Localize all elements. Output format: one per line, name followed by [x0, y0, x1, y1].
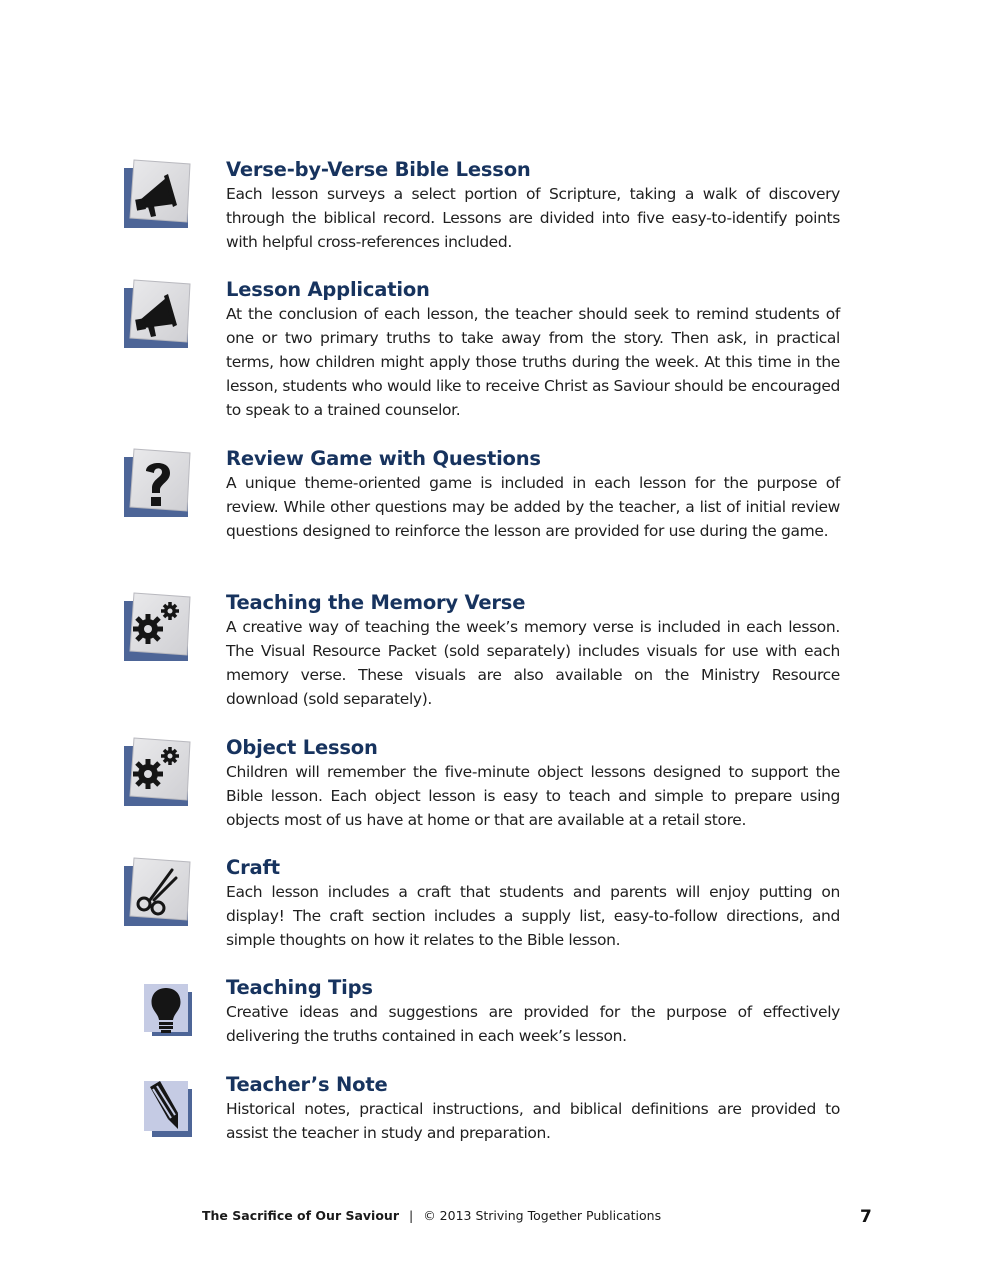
copyright: © 2013 Striving Together Publications [423, 1208, 662, 1223]
megaphone-icon [120, 158, 196, 234]
lightbulb-icon [120, 976, 196, 1052]
megaphone-icon [120, 278, 196, 354]
footer-separator: | [408, 1208, 414, 1223]
page-footer [202, 1208, 661, 1223]
item-title: Review Game with Questions [226, 447, 541, 470]
gears-icon [120, 591, 196, 667]
item-body: A creative way of teaching the week’s memory verse is included in each lesson. The Visual Resource Packet (sold separately) includes visuals for use with each memory verse. These visuals are also available on the Ministry Resource download (sold separately). [226, 618, 840, 708]
page-number: 7 [860, 1207, 872, 1227]
item-title: Lesson Application [226, 278, 430, 301]
item-body: Creative ideas and suggestions are provided for the purpose of effectively delivering the truths contained in each week’s lesson. [226, 1003, 840, 1045]
item-body: Children will remember the five-minute object lessons designed to support the Bible lesson. Each object lesson is easy to teach and simple to prepare using objects most of us have at home or that are available at a retail store. [226, 763, 840, 829]
gears-icon [120, 736, 196, 812]
item-body: A unique theme-oriented game is included in each lesson for the purpose of review. While other questions may be added by the teacher, a list of initial review questions designed to reinforce the lesson are provided for use during the game. [226, 474, 840, 540]
item-title: Verse-by-Verse Bible Lesson [226, 158, 531, 181]
item-body: At the conclusion of each lesson, the teacher should seek to remind students of one or two primary truths to take away from the story. Then ask, in practical terms, how children might apply those truths during the week. At this time in the lesson, students who would like to receive Christ as Saviour should be encouraged to speak to a trained counselor. [226, 305, 840, 419]
book-title: The Sacrifice of Our Saviour [202, 1208, 399, 1223]
item-body: Each lesson surveys a select portion of Scripture, taking a walk of discovery through the biblical record. Lessons are divided into five easy-to-identify points with helpful cross-references included. [226, 185, 840, 251]
item-title: Teacher’s Note [226, 1073, 388, 1096]
item-title: Object Lesson [226, 736, 378, 759]
item-body: Historical notes, practical instructions, and biblical definitions are provided to assist the teacher in study and preparation. [226, 1100, 840, 1142]
scissors-icon [120, 856, 196, 932]
item-title: Craft [226, 856, 280, 879]
question-mark-icon [120, 447, 196, 523]
item-title: Teaching the Memory Verse [226, 591, 526, 614]
pencil-icon [120, 1073, 196, 1149]
item-title: Teaching Tips [226, 976, 373, 999]
item-body: Each lesson includes a craft that students and parents will enjoy putting on display! The craft section includes a supply list, easy-to-follow directions, and simple thoughts on how it relates to the Bible lesson. [226, 883, 840, 949]
